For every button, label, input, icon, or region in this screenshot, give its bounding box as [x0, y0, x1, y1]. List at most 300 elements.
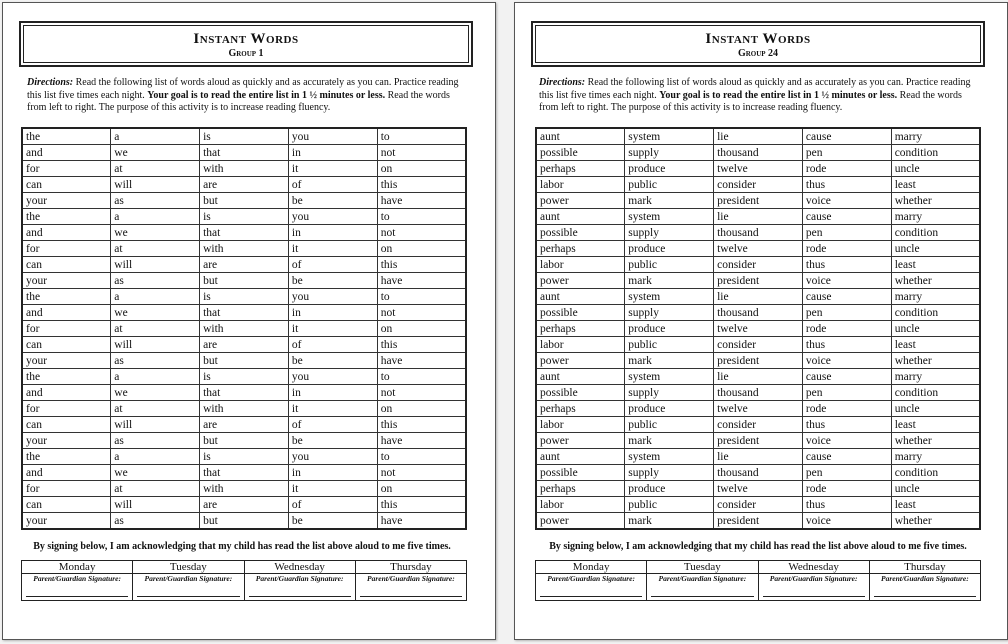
signature-line[interactable]: [249, 584, 351, 597]
word-cell: uncle: [891, 241, 980, 257]
word-cell: but: [200, 193, 289, 209]
word-row: [22, 145, 466, 161]
word-row: [22, 161, 466, 177]
word-row: [22, 273, 466, 289]
word-cell: twelve: [714, 161, 803, 177]
word-cell: power: [536, 513, 625, 530]
word-cell: supply: [625, 305, 714, 321]
day-label: Tuesday: [647, 561, 757, 574]
word-cell: we: [111, 305, 200, 321]
word-cell: not: [377, 305, 466, 321]
word-cell: marry: [891, 289, 980, 305]
word-cell: produce: [625, 401, 714, 417]
word-row: [22, 225, 466, 241]
word-cell: in: [288, 305, 377, 321]
word-cell: voice: [802, 273, 891, 289]
word-cell: at: [111, 481, 200, 497]
word-cell: to: [377, 369, 466, 385]
signature-cell-monday: [22, 561, 133, 601]
word-row: [22, 369, 466, 385]
word-cell: rode: [802, 321, 891, 337]
word-cell: have: [377, 513, 466, 530]
word-cell: to: [377, 209, 466, 225]
word-cell: will: [111, 417, 200, 433]
word-cell: are: [200, 177, 289, 193]
signature-line[interactable]: [540, 584, 642, 597]
word-cell: condition: [891, 225, 980, 241]
word-cell: are: [200, 337, 289, 353]
word-cell: whether: [891, 273, 980, 289]
word-cell: this: [377, 417, 466, 433]
word-cell: can: [22, 257, 111, 273]
word-cell: cause: [802, 449, 891, 465]
word-cell: uncle: [891, 321, 980, 337]
word-cell: possible: [536, 385, 625, 401]
word-cell: uncle: [891, 481, 980, 497]
word-cell: this: [377, 497, 466, 513]
word-cell: the: [22, 289, 111, 305]
word-cell: rode: [802, 161, 891, 177]
word-cell: you: [288, 128, 377, 145]
directions-goal: Your goal is to read the entire list in 1 ½ minutes or less.: [659, 89, 898, 101]
word-row: [536, 241, 980, 257]
word-cell: it: [288, 401, 377, 417]
word-cell: thousand: [714, 385, 803, 401]
word-cell: power: [536, 273, 625, 289]
word-row: [536, 465, 980, 481]
word-row: [536, 305, 980, 321]
day-label: Wednesday: [759, 561, 869, 574]
word-cell: and: [22, 225, 111, 241]
word-cell: twelve: [714, 401, 803, 417]
word-row: [536, 337, 980, 353]
directions: [27, 77, 467, 115]
word-cell: president: [714, 353, 803, 369]
word-cell: is: [200, 449, 289, 465]
word-cell: consider: [714, 257, 803, 273]
word-cell: the: [22, 128, 111, 145]
word-cell: public: [625, 257, 714, 273]
word-cell: system: [625, 209, 714, 225]
word-cell: of: [288, 257, 377, 273]
word-row: [536, 161, 980, 177]
word-row: [536, 177, 980, 193]
word-cell: in: [288, 145, 377, 161]
word-cell: we: [111, 145, 200, 161]
word-cell: marry: [891, 128, 980, 145]
directions-text-2: Read the words from left to right. The purpose of this activity is to increase reading fluency.: [539, 89, 962, 113]
word-cell: be: [288, 353, 377, 369]
signature-label: Parent/Guardian Signature:: [367, 574, 455, 583]
word-cell: on: [377, 321, 466, 337]
word-cell: be: [288, 273, 377, 289]
word-cell: a: [111, 289, 200, 305]
word-row: [536, 353, 980, 369]
word-cell: at: [111, 321, 200, 337]
word-cell: rode: [802, 481, 891, 497]
signature-cell-monday: [536, 561, 647, 601]
word-cell: you: [288, 449, 377, 465]
word-cell: your: [22, 513, 111, 530]
word-row: [536, 273, 980, 289]
word-row: [22, 321, 466, 337]
word-cell: lie: [714, 128, 803, 145]
word-cell: it: [288, 321, 377, 337]
word-row: [536, 513, 980, 530]
word-cell: mark: [625, 353, 714, 369]
word-cell: whether: [891, 433, 980, 449]
word-row: [22, 401, 466, 417]
word-cell: aunt: [536, 209, 625, 225]
word-cell: have: [377, 433, 466, 449]
word-cell: mark: [625, 433, 714, 449]
word-cell: labor: [536, 337, 625, 353]
word-cell: power: [536, 353, 625, 369]
word-cell: and: [22, 305, 111, 321]
word-cell: cause: [802, 289, 891, 305]
word-cell: possible: [536, 225, 625, 241]
word-cell: mark: [625, 513, 714, 530]
signature-line[interactable]: [651, 584, 753, 597]
word-cell: for: [22, 481, 111, 497]
word-cell: the: [22, 209, 111, 225]
word-row: [536, 225, 980, 241]
word-row: [22, 449, 466, 465]
signature-label: Parent/Guardian Signature:: [144, 574, 233, 583]
word-cell: not: [377, 225, 466, 241]
word-cell: aunt: [536, 369, 625, 385]
word-cell: system: [625, 289, 714, 305]
word-cell: aunt: [536, 449, 625, 465]
day-label: Monday: [536, 561, 646, 574]
word-cell: president: [714, 433, 803, 449]
word-row: [22, 305, 466, 321]
word-cell: possible: [536, 145, 625, 161]
word-cell: pen: [802, 465, 891, 481]
word-cell: you: [288, 369, 377, 385]
word-cell: be: [288, 193, 377, 209]
word-cell: voice: [802, 513, 891, 530]
word-cell: we: [111, 385, 200, 401]
signature-cell-thursday: [355, 561, 466, 601]
word-row: [536, 128, 980, 145]
day-label: Thursday: [356, 561, 466, 574]
word-cell: labor: [536, 417, 625, 433]
word-cell: your: [22, 273, 111, 289]
word-cell: cause: [802, 369, 891, 385]
word-row: [536, 481, 980, 497]
word-cell: president: [714, 513, 803, 530]
word-cell: can: [22, 177, 111, 193]
word-cell: a: [111, 128, 200, 145]
word-cell: will: [111, 337, 200, 353]
word-cell: a: [111, 369, 200, 385]
word-cell: but: [200, 433, 289, 449]
word-cell: voice: [802, 353, 891, 369]
word-cell: of: [288, 497, 377, 513]
worksheet-title: Instant Words: [705, 31, 811, 47]
word-cell: whether: [891, 193, 980, 209]
word-cell: whether: [891, 513, 980, 530]
word-row: [22, 385, 466, 401]
word-cell: labor: [536, 497, 625, 513]
signature-cell-wednesday: [244, 561, 355, 601]
word-cell: have: [377, 193, 466, 209]
word-cell: have: [377, 353, 466, 369]
word-cell: lie: [714, 449, 803, 465]
word-cell: to: [377, 449, 466, 465]
word-cell: this: [377, 337, 466, 353]
word-cell: a: [111, 449, 200, 465]
word-cell: your: [22, 193, 111, 209]
word-cell: we: [111, 225, 200, 241]
word-row: [536, 209, 980, 225]
word-table: [21, 127, 467, 530]
word-cell: is: [200, 128, 289, 145]
word-cell: public: [625, 177, 714, 193]
word-cell: is: [200, 289, 289, 305]
word-cell: twelve: [714, 241, 803, 257]
word-cell: supply: [625, 385, 714, 401]
word-cell: at: [111, 241, 200, 257]
word-cell: thousand: [714, 465, 803, 481]
word-cell: is: [200, 369, 289, 385]
word-cell: as: [111, 273, 200, 289]
word-cell: voice: [802, 193, 891, 209]
word-cell: perhaps: [536, 481, 625, 497]
word-cell: pen: [802, 225, 891, 241]
word-cell: least: [891, 417, 980, 433]
word-cell: in: [288, 465, 377, 481]
word-cell: your: [22, 433, 111, 449]
word-cell: lie: [714, 369, 803, 385]
word-cell: that: [200, 385, 289, 401]
word-cell: in: [288, 225, 377, 241]
word-cell: supply: [625, 145, 714, 161]
word-cell: condition: [891, 145, 980, 161]
word-cell: of: [288, 177, 377, 193]
word-cell: this: [377, 257, 466, 273]
word-cell: we: [111, 465, 200, 481]
word-row: [22, 289, 466, 305]
word-cell: be: [288, 433, 377, 449]
word-row: [22, 513, 466, 530]
word-cell: uncle: [891, 401, 980, 417]
word-cell: are: [200, 497, 289, 513]
signature-cell-tuesday: [133, 561, 244, 601]
word-cell: possible: [536, 465, 625, 481]
signature-line[interactable]: [360, 584, 462, 597]
word-cell: mark: [625, 193, 714, 209]
word-cell: aunt: [536, 289, 625, 305]
acknowledgement: By signing below, I am acknowledging that my child has read the list above aloud to me five times.: [33, 541, 451, 552]
directions-text: Read the following list of words aloud as quickly and as accurately as you can. Practice reading this list five times each night.: [539, 77, 971, 101]
signature-label: Parent/Guardian Signature:: [255, 574, 344, 583]
word-cell: thousand: [714, 145, 803, 161]
word-row: [22, 337, 466, 353]
word-cell: that: [200, 225, 289, 241]
word-cell: supply: [625, 465, 714, 481]
word-cell: condition: [891, 305, 980, 321]
word-row: [536, 321, 980, 337]
word-row: [22, 417, 466, 433]
day-label: Wednesday: [245, 561, 355, 574]
word-cell: and: [22, 385, 111, 401]
word-cell: consider: [714, 497, 803, 513]
word-cell: at: [111, 401, 200, 417]
word-cell: produce: [625, 161, 714, 177]
word-table: [535, 127, 981, 530]
acknowledgement: By signing below, I am acknowledging that my child has read the list above aloud to me five times.: [549, 541, 967, 552]
word-cell: this: [377, 177, 466, 193]
word-cell: with: [200, 481, 289, 497]
word-cell: cause: [802, 209, 891, 225]
word-cell: thus: [802, 417, 891, 433]
signature-cell-wednesday: [758, 561, 869, 601]
signature-cell-thursday: [869, 561, 980, 601]
signature-line[interactable]: [26, 584, 128, 597]
word-cell: president: [714, 193, 803, 209]
word-cell: can: [22, 337, 111, 353]
word-cell: on: [377, 161, 466, 177]
word-cell: thus: [802, 337, 891, 353]
word-cell: system: [625, 369, 714, 385]
word-cell: least: [891, 337, 980, 353]
word-cell: on: [377, 241, 466, 257]
word-cell: public: [625, 497, 714, 513]
word-cell: it: [288, 241, 377, 257]
word-row: [22, 433, 466, 449]
word-cell: twelve: [714, 481, 803, 497]
signature-table: [21, 560, 467, 601]
word-cell: not: [377, 385, 466, 401]
word-cell: aunt: [536, 128, 625, 145]
word-row: [22, 241, 466, 257]
signature-label: Parent/Guardian Signature:: [658, 574, 747, 583]
word-cell: produce: [625, 321, 714, 337]
day-label: Thursday: [870, 561, 980, 574]
day-label: Tuesday: [133, 561, 243, 574]
word-cell: power: [536, 193, 625, 209]
word-cell: that: [200, 465, 289, 481]
word-cell: labor: [536, 177, 625, 193]
word-cell: thousand: [714, 305, 803, 321]
word-cell: marry: [891, 449, 980, 465]
word-cell: not: [377, 465, 466, 481]
word-cell: to: [377, 128, 466, 145]
word-cell: uncle: [891, 161, 980, 177]
word-cell: will: [111, 257, 200, 273]
group-label: Group 1: [228, 48, 264, 59]
word-cell: you: [288, 289, 377, 305]
word-cell: your: [22, 353, 111, 369]
word-cell: but: [200, 353, 289, 369]
word-cell: on: [377, 401, 466, 417]
word-cell: least: [891, 177, 980, 193]
word-cell: as: [111, 513, 200, 530]
word-cell: for: [22, 321, 111, 337]
word-row: [536, 497, 980, 513]
word-cell: with: [200, 161, 289, 177]
word-cell: lie: [714, 289, 803, 305]
word-cell: least: [891, 257, 980, 273]
word-row: [536, 145, 980, 161]
word-cell: perhaps: [536, 241, 625, 257]
word-row: [22, 481, 466, 497]
title-box: [531, 21, 985, 67]
directions-text-2: Read the words from left to right. The purpose of this activity is to increase reading fluency.: [27, 89, 450, 113]
word-row: [536, 433, 980, 449]
word-cell: with: [200, 241, 289, 257]
word-row: [536, 193, 980, 209]
word-row: [22, 353, 466, 369]
directions-goal: Your goal is to read the entire list in 1 ½ minutes or less.: [147, 89, 386, 101]
signature-line[interactable]: [874, 584, 976, 597]
word-cell: consider: [714, 337, 803, 353]
word-row: [22, 193, 466, 209]
word-cell: at: [111, 161, 200, 177]
word-cell: to: [377, 289, 466, 305]
word-cell: perhaps: [536, 161, 625, 177]
word-cell: will: [111, 177, 200, 193]
word-cell: public: [625, 337, 714, 353]
word-cell: the: [22, 449, 111, 465]
word-cell: with: [200, 321, 289, 337]
word-cell: labor: [536, 257, 625, 273]
word-cell: condition: [891, 465, 980, 481]
word-row: [22, 465, 466, 481]
word-row: [22, 497, 466, 513]
word-cell: whether: [891, 353, 980, 369]
word-cell: as: [111, 193, 200, 209]
word-cell: for: [22, 161, 111, 177]
word-cell: mark: [625, 273, 714, 289]
word-cell: pen: [802, 145, 891, 161]
signature-label: Parent/Guardian Signature:: [769, 574, 858, 583]
worksheet-group-1: [2, 2, 496, 640]
word-cell: is: [200, 209, 289, 225]
signature-table: [535, 560, 981, 601]
signature-label: Parent/Guardian Signature:: [33, 574, 121, 583]
word-cell: but: [200, 513, 289, 530]
word-cell: in: [288, 385, 377, 401]
signature-line[interactable]: [137, 584, 239, 597]
word-cell: voice: [802, 433, 891, 449]
word-cell: for: [22, 241, 111, 257]
word-cell: it: [288, 481, 377, 497]
word-cell: be: [288, 513, 377, 530]
word-cell: on: [377, 481, 466, 497]
signature-label: Parent/Guardian Signature:: [881, 574, 969, 583]
worksheet-title: Instant Words: [193, 31, 299, 47]
word-cell: as: [111, 353, 200, 369]
word-row: [536, 401, 980, 417]
title-box: [19, 21, 473, 67]
word-row: [536, 449, 980, 465]
word-cell: thus: [802, 177, 891, 193]
word-cell: supply: [625, 225, 714, 241]
word-cell: the: [22, 369, 111, 385]
word-row: [536, 385, 980, 401]
word-cell: not: [377, 145, 466, 161]
word-cell: for: [22, 401, 111, 417]
word-cell: marry: [891, 369, 980, 385]
worksheet-group-24: [514, 2, 1008, 640]
word-cell: consider: [714, 177, 803, 193]
signature-line[interactable]: [763, 584, 865, 597]
word-cell: with: [200, 401, 289, 417]
word-cell: that: [200, 305, 289, 321]
